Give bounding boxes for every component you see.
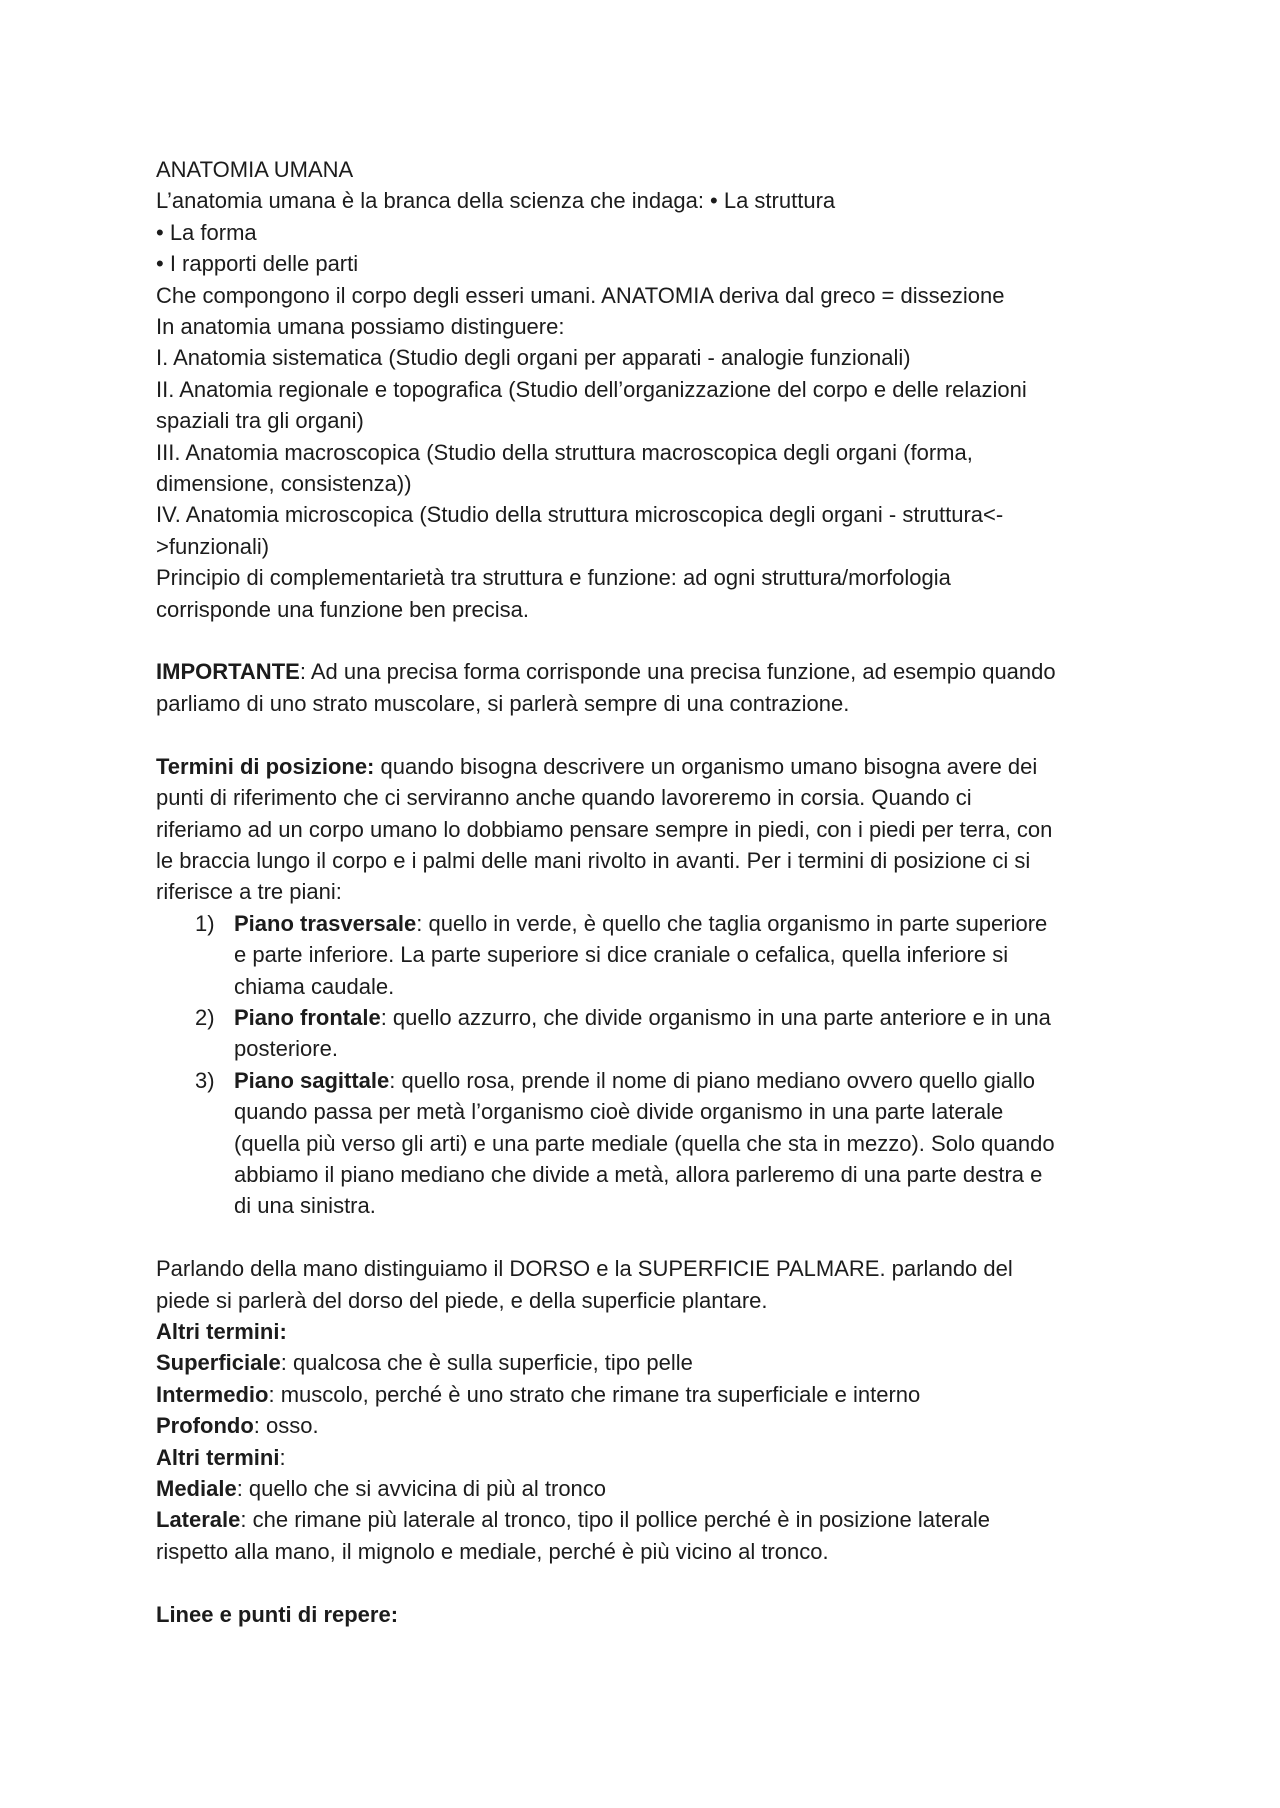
- hand-line-1: Parlando della mano distinguiamo il DORSO e la SUPERFICIE PALMARE. parlando del: [156, 1256, 1013, 1282]
- plane-line: e parte inferiore. La parte superiore si dice craniale o cefalica, quella inferiore si: [234, 942, 1009, 968]
- term-superficiale: [156, 1347, 1146, 1378]
- intro-line-5: In anatomia umana possiamo distinguere:: [156, 314, 565, 340]
- plane-text: : quello rosa, prende il nome di piano mediano ovvero quello giallo: [389, 1067, 1036, 1093]
- document-page: [156, 154, 1146, 1630]
- intro-line-1: L’anatomia umana è la branca della scienza che indaga: • La struttura: [156, 188, 836, 214]
- type-macroscopic-1: III. Anatomia macroscopica (Studio della struttura macroscopica degli organi (forma,: [156, 439, 973, 465]
- type-regional-1: II. Anatomia regionale e topografica (Studio dell’organizzazione del corpo e delle relazioni: [156, 376, 1027, 402]
- important-label: IMPORTANTE: [156, 659, 300, 685]
- other-terms-label: Altri termini: [156, 1444, 280, 1470]
- plane-label: Piano frontale: [234, 1004, 381, 1030]
- plane-line: [234, 1065, 1146, 1096]
- term-text: : qualcosa che è sulla superficie, tipo pelle: [280, 1350, 693, 1376]
- blank-line: [156, 1222, 1146, 1253]
- plane-label: Piano trasversale: [234, 910, 417, 936]
- other-terms-label: Altri termini:: [156, 1318, 287, 1344]
- other-terms-heading: [156, 1316, 1146, 1347]
- hand-line-2: piede si parlerà del dorso del piede, e della superficie plantare.: [156, 1287, 768, 1313]
- position-terms-line-5: riferisce a tre piani:: [156, 879, 342, 905]
- other-terms-heading-2: [156, 1442, 1146, 1473]
- plane-line: [234, 1002, 1146, 1033]
- plane-line: di una sinistra.: [234, 1193, 376, 1219]
- type-systematic: I. Anatomia sistematica (Studio degli organi per apparati - analogie funzionali): [156, 345, 911, 371]
- term-label: Superficiale: [156, 1350, 281, 1376]
- position-terms-label: Termini di posizione:: [156, 753, 375, 779]
- landmarks-label: Linee e punti di repere:: [156, 1601, 399, 1627]
- term-text: : quello che si avvicina di più al tronco: [236, 1476, 607, 1502]
- type-microscopic-1: IV. Anatomia microscopica (Studio della struttura microscopica degli organi - struttura<-: [156, 502, 1004, 528]
- plane-line: abbiamo il piano mediano che divide a metà, allora parleremo di una parte destra e: [234, 1161, 1043, 1187]
- important-line-1: [156, 656, 1146, 687]
- landmarks-heading: [156, 1599, 1146, 1630]
- list-number: 1): [195, 910, 215, 936]
- type-microscopic-2: >funzionali): [156, 533, 270, 559]
- position-terms-text: quando bisogna descrivere un organismo umano bisogna avere dei: [374, 753, 1038, 779]
- plane-line: quando passa per metà l’organismo cioè divide organismo in una parte laterale: [234, 1099, 1004, 1125]
- term-laterale-1: [156, 1504, 1146, 1535]
- term-mediale: [156, 1473, 1146, 1504]
- document-title: ANATOMIA UMANA: [156, 157, 354, 182]
- term-label: Mediale: [156, 1476, 237, 1502]
- term-text: : che rimane più laterale al tronco, tipo il pollice perché è in posizione laterale: [240, 1507, 991, 1533]
- position-terms-line-2: punti di riferimento che ci serviranno anche quando lavoreremo in corsia. Quando ci: [156, 785, 972, 811]
- important-text: : Ad una precisa forma corrisponde una precisa funzione, ad esempio quando: [299, 659, 1056, 685]
- type-regional-2: spaziali tra gli organi): [156, 408, 364, 434]
- intro-bullet-form: • La forma: [156, 219, 257, 245]
- blank-line: [156, 1567, 1146, 1598]
- principle-line-2: corrisponde una funzione ben precisa.: [156, 596, 530, 622]
- other-terms-colon: :: [279, 1444, 286, 1470]
- term-label: Intermedio: [156, 1381, 269, 1407]
- term-text: : muscolo, perché è uno strato che rimane tra superficiale e interno: [268, 1381, 921, 1407]
- important-line-2: parliamo di uno strato muscolare, si parlerà sempre di una contrazione.: [156, 690, 850, 716]
- term-profondo: [156, 1410, 1146, 1441]
- intro-line-4: Che compongono il corpo degli esseri umani. ANATOMIA deriva dal greco = dissezione: [156, 282, 1005, 308]
- plane-item-transverse: [156, 908, 1146, 1002]
- position-terms-line-4: le braccia lungo il corpo e i palmi delle mani rivolto in avanti. Per i termini di posizione ci si: [156, 847, 1031, 873]
- term-text: : osso.: [253, 1413, 319, 1439]
- term-label: Profondo: [156, 1413, 254, 1439]
- list-number: 2): [195, 1004, 215, 1030]
- plane-text: : quello azzurro, che divide organismo in una parte anteriore e in una: [380, 1004, 1051, 1030]
- plane-text: : quello in verde, è quello che taglia organismo in parte superiore: [416, 910, 1048, 936]
- term-laterale-2: rispetto alla mano, il mignolo e mediale, perché è più vicino al tronco.: [156, 1538, 829, 1564]
- list-number: 3): [195, 1067, 215, 1093]
- intro-bullet-relations: • I rapporti delle parti: [156, 251, 359, 277]
- plane-item-frontal: [156, 1002, 1146, 1065]
- position-terms-line-3: riferiamo ad un corpo umano lo dobbiamo pensare sempre in piedi, con i piedi per terra, con: [156, 816, 1053, 842]
- term-label: Laterale: [156, 1507, 241, 1533]
- position-terms-line-1: [156, 751, 1146, 782]
- term-intermedio: [156, 1379, 1146, 1410]
- plane-line: (quella più verso gli arti) e una parte mediale (quella che sta in mezzo). Solo quando: [234, 1130, 1055, 1156]
- planes-list: [156, 908, 1146, 1222]
- type-macroscopic-2: dimensione, consistenza)): [156, 471, 412, 497]
- blank-line: [156, 625, 1146, 656]
- plane-line: [234, 908, 1146, 939]
- plane-line: posteriore.: [234, 1036, 338, 1062]
- plane-item-sagittal: [156, 1065, 1146, 1222]
- principle-line-1: Principio di complementarietà tra struttura e funzione: ad ogni struttura/morfologia: [156, 565, 951, 591]
- blank-line: [156, 719, 1146, 750]
- plane-label: Piano sagittale: [234, 1067, 390, 1093]
- plane-line: chiama caudale.: [234, 973, 395, 999]
